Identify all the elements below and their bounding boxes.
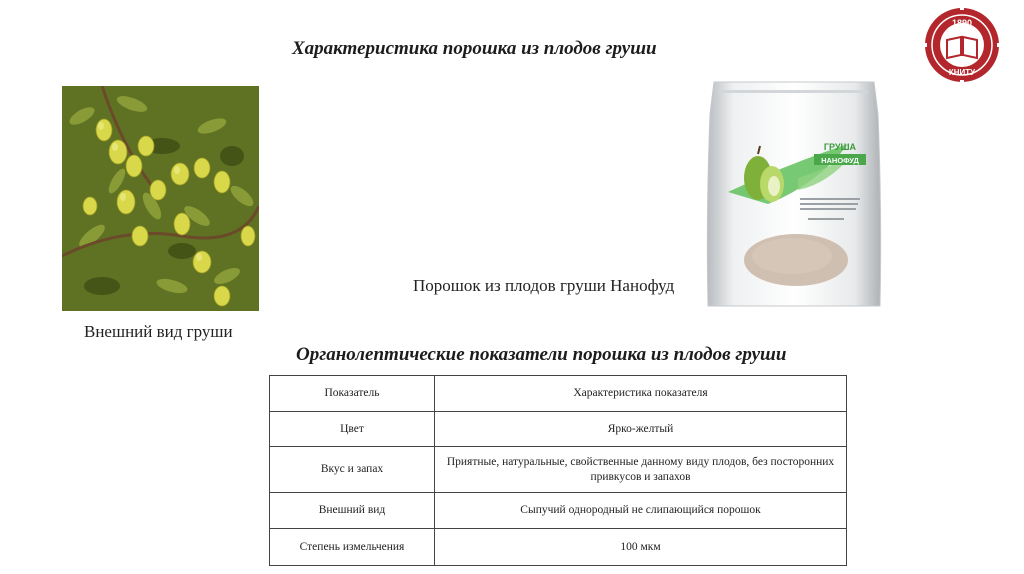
row-indicator: Степень измельчения bbox=[270, 529, 435, 566]
logo-year: 1890 bbox=[951, 18, 973, 28]
row-indicator: Внешний вид bbox=[270, 493, 435, 529]
table-row bbox=[270, 447, 847, 493]
table-row bbox=[270, 493, 847, 529]
row-characteristic: 100 мкм bbox=[435, 529, 847, 566]
knitu-logo bbox=[923, 6, 1001, 84]
table-header-row bbox=[270, 376, 847, 412]
header-indicator: Показатель bbox=[270, 376, 435, 412]
row-characteristic: Сыпучий однородный не слипающийся порошок bbox=[435, 493, 847, 529]
row-characteristic: Ярко-желтый bbox=[435, 412, 847, 447]
row-characteristic: Приятные, натуральные, свойственные данному виду плодов, без посторонних привкусов и запахов bbox=[435, 447, 847, 493]
table-row bbox=[270, 412, 847, 447]
pear-powder-pack-photo bbox=[668, 74, 918, 316]
logo-name: КНИТУ bbox=[948, 68, 976, 77]
pear-tree-caption: Внешний вид груши bbox=[84, 322, 233, 341]
organoleptic-table bbox=[269, 375, 847, 566]
pack-label-title: ГРУША bbox=[823, 142, 857, 152]
organoleptic-subtitle: Органолептические показатели порошка из плодов груши bbox=[296, 344, 787, 365]
slide-title: Характеристика порошка из плодов груши bbox=[292, 38, 657, 59]
table-row bbox=[270, 529, 847, 566]
row-indicator: Цвет bbox=[270, 412, 435, 447]
pack-label-brand: НАНОФУД bbox=[821, 156, 859, 165]
row-indicator: Вкус и запах bbox=[270, 447, 435, 493]
pear-powder-pack-caption: Порошок из плодов груши Нанофуд bbox=[413, 276, 675, 295]
pear-tree-photo bbox=[62, 86, 259, 311]
header-characteristic: Характеристика показателя bbox=[435, 376, 847, 412]
